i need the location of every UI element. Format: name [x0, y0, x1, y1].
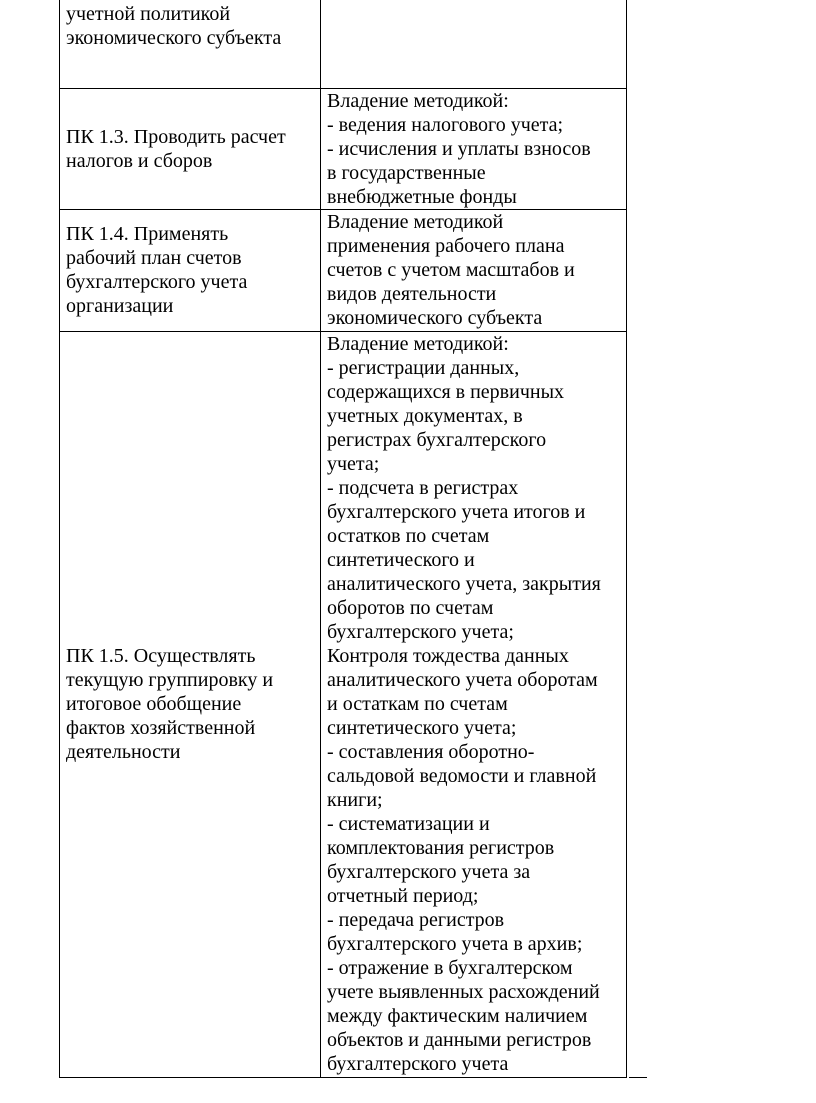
competency-cell	[60, 0, 321, 88]
text-line: отчетный период;	[327, 885, 479, 907]
text-line: - составления оборотно-	[327, 741, 535, 763]
text-line: остатков по счетам	[327, 525, 490, 547]
text-line: бухгалтерского учета	[66, 271, 248, 293]
text-line: аналитического учета, закрытия	[327, 573, 601, 595]
text-line: деятельности	[66, 741, 181, 763]
text-line: бухгалтерского учета итогов и	[327, 501, 586, 523]
text-line: и остаткам по счетам	[327, 693, 508, 715]
text-line: текущую группировку и	[66, 669, 274, 691]
text-line: ПК 1.5. Осуществлять	[66, 645, 256, 667]
text-line: бухгалтерского учета	[327, 1053, 509, 1075]
text-line: Контроля тождества данных	[327, 645, 569, 667]
text-line: учетных документах, в	[327, 405, 523, 427]
text-line: ПК 1.3. Проводить расчет	[66, 125, 286, 148]
competency-cell	[60, 331, 321, 1077]
table-row	[60, 88, 627, 209]
text-line: налогов и сборов	[66, 149, 213, 172]
skill-cell	[321, 209, 627, 331]
text-line: рабочий план счетов	[66, 247, 242, 269]
text-line: Владение методикой	[327, 211, 504, 233]
skill-cell	[321, 331, 627, 1077]
skill-cell	[321, 0, 627, 88]
text-line: оборотов по счетам	[327, 597, 494, 619]
text-line: применения рабочего плана	[327, 235, 565, 257]
text-line: Владение методикой:	[327, 333, 509, 355]
text-line: объектов и данными регистров	[327, 1029, 592, 1051]
text-line: - исчисления и уплаты взносов	[327, 137, 591, 160]
text-line: - передача регистров	[327, 909, 505, 931]
text-line: экономического субъекта	[66, 27, 282, 49]
text-line: ПК 1.4. Применять	[66, 223, 229, 245]
text-line: организации	[66, 295, 174, 317]
text-line: учете выявленных расхождений	[327, 981, 600, 1003]
text-line: - систематизации и	[327, 813, 490, 835]
text-line: счетов с учетом масштабов и	[327, 259, 575, 281]
text-line: фактов хозяйственной	[66, 717, 256, 739]
text-line: регистрах бухгалтерского	[327, 429, 547, 451]
competency-cell	[60, 88, 321, 209]
text-line: синтетического учета;	[327, 717, 517, 739]
text-line: Владение методикой:	[327, 89, 509, 112]
text-line: учетной политикой	[66, 3, 231, 25]
text-line: книги;	[327, 789, 383, 811]
text-line: в государственные	[327, 161, 486, 184]
text-line: видов деятельности	[327, 283, 497, 305]
text-line: синтетического и	[327, 549, 475, 571]
text-line: - регистрации данных,	[327, 357, 520, 379]
table-row	[60, 209, 627, 331]
skill-cell	[321, 88, 627, 209]
table-row	[60, 331, 627, 1077]
text-line: бухгалтерского учета;	[327, 621, 514, 643]
table-border-extension	[629, 1077, 647, 1078]
competency-cell	[60, 209, 321, 331]
text-line: бухгалтерского учета в архив;	[327, 933, 583, 955]
text-line: - отражение в бухгалтерском	[327, 957, 573, 979]
text-line: комплектования регистров	[327, 837, 555, 859]
text-line: аналитического учета оборотам	[327, 669, 598, 691]
text-line: экономического субъекта	[327, 307, 543, 329]
text-line: бухгалтерского учета за	[327, 861, 531, 883]
text-line: - ведения налогового учета;	[327, 113, 564, 136]
text-line: внебюджетные фонды	[327, 185, 517, 208]
text-line: сальдовой ведомости и главной	[327, 765, 597, 787]
competency-table	[59, 0, 627, 1078]
table-row	[60, 0, 627, 88]
text-line: учета;	[327, 453, 380, 475]
text-line: итоговое обобщение	[66, 693, 242, 715]
text-line: между фактическим наличием	[327, 1005, 588, 1027]
text-line: содержащихся в первичных	[327, 381, 565, 403]
text-line: - подсчета в регистрах	[327, 477, 519, 499]
